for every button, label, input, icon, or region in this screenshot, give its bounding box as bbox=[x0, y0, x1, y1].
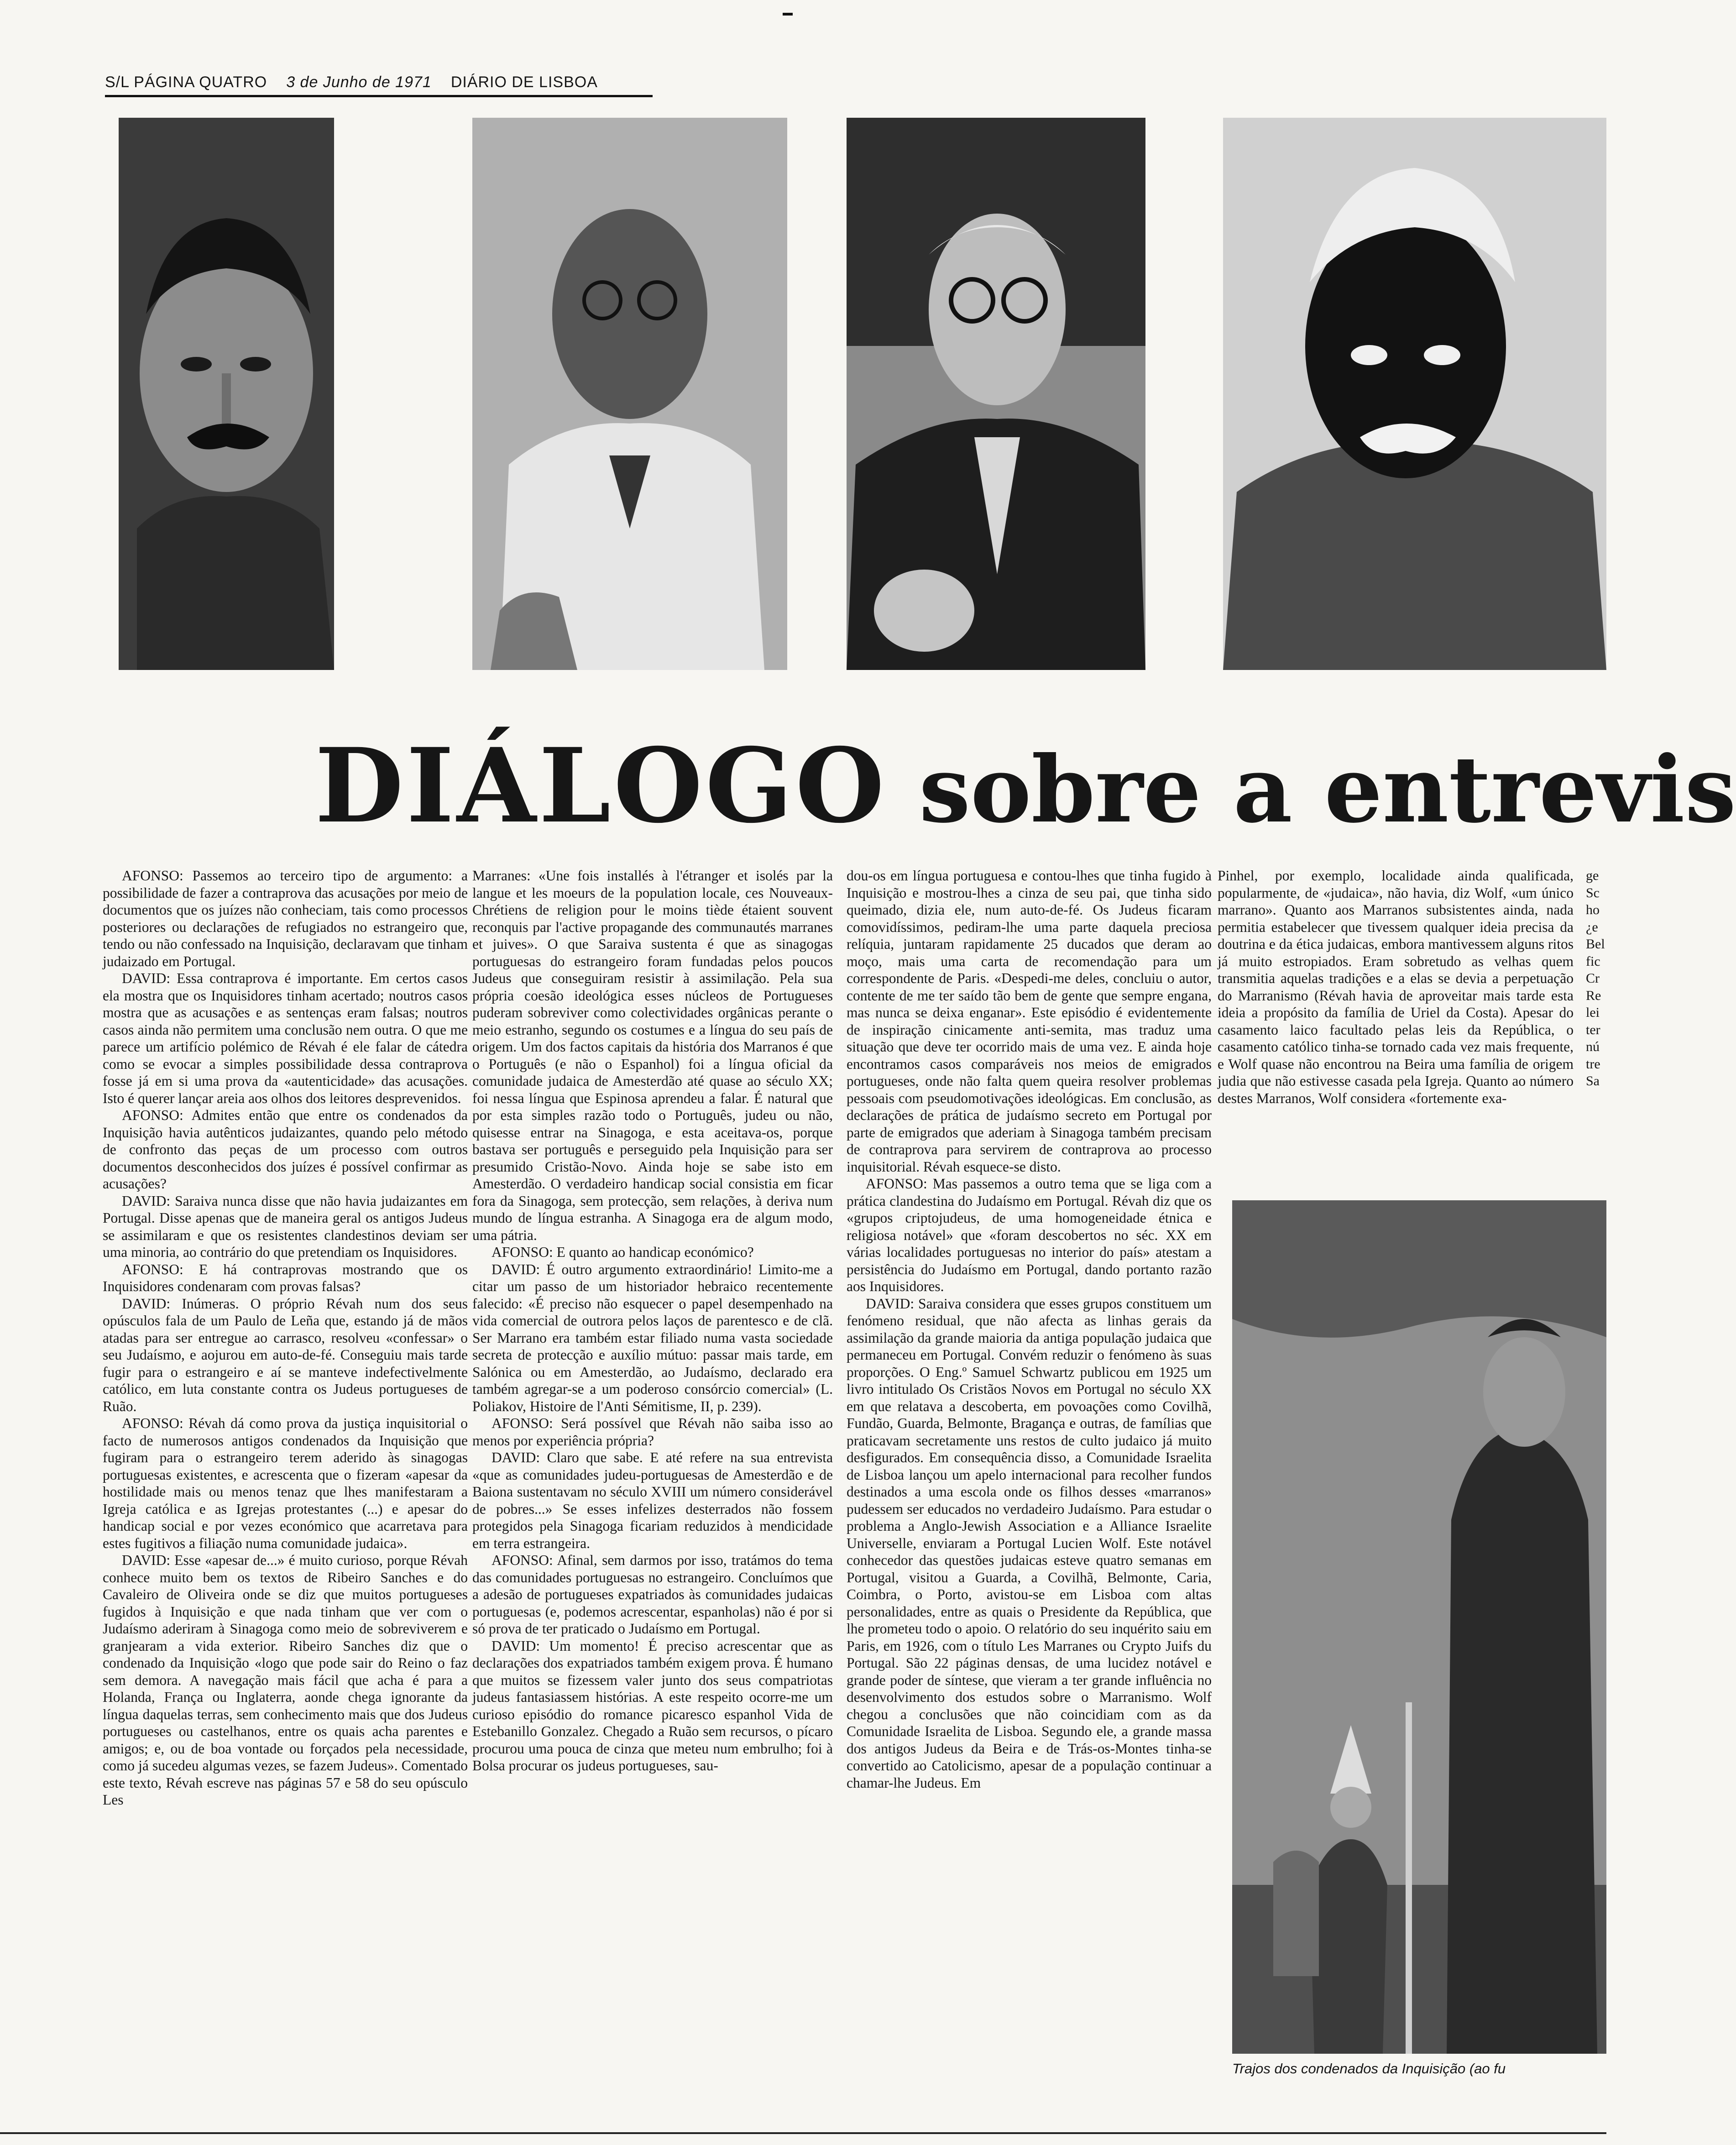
paragraph: Pinhel, por exemplo, localidade ainda qualificada, popularmente, de «judaica», não havia, diz Wolf, «um único marrano». Quanto aos Marranos subsistentes ainda, nada permitia estabelecer que tivessem qualquer ideia precisa da doutrina e da ética judaicas, embora mantivessem alguns ritos já muito estropiados. Eram sobretudo as velhas quem transmitia aquelas tradições e a elas se devia a perpetuação do Marranismo (Révah havia de aproveitar mais tarde esta ideia a propósito da família de Uriel da Costa). Apesar do casamento laico facultado pelas leis da República, o casamento católico tinha-se tornado cada vez mais frequente, e Wolf quase não encontrou na Beira uma família de origem judia que não estivesse casada pela Igreja. Quanto ao número destes Marranos, Wolf considera «fortemente exa- bbox=[1218, 868, 1574, 1106]
paragraph: AFONSO: Passemos ao terceiro tipo de argumento: a possibilidade de fazer a contraprova das acusações por meio de documentos que os juízes não conheciam, tais como processos posteriores ou declarações de refugiados no estrangeiro que, tendo ou não confessado na Inquisição, declaravam que tinham judaizado em Portugal. bbox=[103, 868, 468, 969]
paragraph: AFONSO: Révah dá como prova da justiça inquisitorial o facto de numerosos antigos condenados da Inquisição que fugiram para o estrangeiro terem aderido às sinagogas portuguesas existentes, e acrescenta que o fizeram «apesar da hostilidade mais ou menos tenaz que lhes manifestaram a Igreja católica e as Igrejas protestantes (...) e apesar do handicap social e por vezes económico que acarretava para estes fugitivos a filiação numa comunidade judaica». bbox=[103, 1415, 468, 1551]
paragraph: AFONSO: E há contraprovas mostrando que os Inquisidores condenaram com provas falsas? bbox=[103, 1261, 468, 1294]
portrait-image-1 bbox=[119, 118, 334, 670]
line-fragment: ho bbox=[1586, 902, 1600, 917]
line-fragment: nú bbox=[1586, 1039, 1600, 1054]
portrait-photo-1 bbox=[119, 118, 334, 670]
line-fragment: Re bbox=[1586, 988, 1601, 1003]
headline-word-3: a bbox=[1233, 736, 1292, 843]
headline-word-4: entrevis bbox=[1324, 736, 1736, 843]
engraving-image bbox=[1232, 1200, 1606, 2054]
paragraph: Marranes: «Une fois installés à l'étranger et isolés par la langue et les moeurs de la population locale, ces Nouveaux-Chrétiens de religion pour le moins tiède étaient souvent reconquis par l'active propagande des communautés marranes et juives». O que Saraiva sustenta é que as sinagogas portuguesas do estrangeiro foram fundadas pelos poucos Judeus que conseguiram resistir à assimilação. Pela sua própria coesão ideológica esses núcleos de Portugueses puderam sobreviver como colectividades orgânicas perante o meio estranho, segundo os costumes e a língua do seu país de origem. Um dos factos capitais da história dos Marranos é que o Português (e não o Espanhol) foi a língua oficial da comunidade judaica de Amesterdão até quase ao século XX; foi nessa língua que Espinosa aprendeu a falar. É natural que por esta simples razão todo o Português, judeu ou não, quisesse entrar na Sinagoga, e esta aceitava-os, porque bastava ser português e perseguido pela Inquisição para ser presumido Cristão-Novo. Ainda hoje se sabe isto em Amesterdão. O verdadeiro handicap social consistia em ficar fora da Sinagoga, sem protecção, sem relações, à deriva num mundo de língua estranha. A Sinagoga era de algum modo, uma pátria. bbox=[472, 868, 833, 1243]
paragraph: AFONSO: Afinal, sem darmos por isso, tratámos do tema das comunidades portuguesas no estrangeiro. Concluímos que a adesão de portugueses expatriados às comunidades judaicas portuguesas (e, podemos acrescentar, espanholas) não é por si só prova de ter praticado o Judaísmo em Portugal. bbox=[472, 1552, 833, 1637]
paragraph: DAVID: Esse «apesar de...» é muito curioso, porque Révah conhece muito bem os textos de Ribeiro Sanches e do Cavaleiro de Oliveira onde se diz que muitos portugueses fugidos à Inquisição e que nada tinham que ver com o Judaísmo aderiram à Sinagoga como meio de sobreviverem e granjearam a vida exterior. Ribeiro Sanches diz que o condenado da Inquisição «logo que pode sair do Reino o faz sem demora. A navegação mais fácil que acha é para a Holanda, França ou Inglaterra, aonde chega ignorante da língua daquelas terras, sem conhecimento mais que dos Judeus portugueses ou castelhanos, entre os quais acha parentes e amigos; e, ou de boa vontade ou forçados pela necessidade, como já sucedeu algumas vezes, se fazem Judeus». Comentado este texto, Révah escreve nas páginas 57 e 58 do seu opúsculo Les bbox=[103, 1552, 468, 1808]
paragraph: DAVID: Saraiva nunca disse que não havia judaizantes em Portugal. Disse apenas que de maneira geral os antigos Judeus se assimilaram e que os resistentes clandestinos deviam ser uma minoria, ao contrário do que pretendiam os Inquisidores. bbox=[103, 1193, 468, 1260]
portrait-image-4 bbox=[1223, 118, 1606, 670]
paragraph: AFONSO: Mas passemos a outro tema que se liga com a prática clandestina do Judaísmo em Portugal. Révah diz que os «grupos criptojudeus, de uma homogeneidade étnica e religiosa notável» que «foram descobertos no séc. XX em várias localidades portuguesas no interior do país» atestam a persistência do Judaísmo em Portugal, dando portanto razão aos Inquisidores. bbox=[847, 1176, 1212, 1294]
page-header bbox=[105, 68, 653, 96]
paragraph: DAVID: Um momento! É preciso acrescentar que as declarações dos expatriados também exigem prova. É humano que muitos se fizessem valer junto dos seus compatriotas judeus fantasiassem histórias. A este respeito ocorre-me um curioso episódio do romance picaresco espanhol Vida de Estebanillo Gonzalez. Chegado a Ruão sem recursos, o pícaro procurou uma pouca de cinza que meteu num embrulho; foi à Bolsa procurar os judeus portugueses, sau- bbox=[472, 1638, 833, 1774]
paragraph: AFONSO: Será possível que Révah não saiba isso ao menos por experiência própria? bbox=[472, 1415, 833, 1449]
headline-word-1: DIÁLOGO bbox=[315, 726, 887, 846]
newspaper-name: DIÁRIO DE LISBOA bbox=[450, 73, 598, 91]
article-column-4 bbox=[1218, 867, 1574, 1196]
article-column-3 bbox=[847, 867, 1212, 2063]
article-column-1 bbox=[103, 867, 468, 2063]
line-fragment: ¿e bbox=[1586, 919, 1598, 935]
article-column-5-fragment bbox=[1586, 867, 1606, 1095]
paragraph: DAVID: Saraiva considera que esses grupos constituem um fenómeno residual, que não afecta as linhas gerais da assimilação da grande maioria da antiga população judaica que permaneceu em Portugal. Convém reduzir o fenómeno às suas proporções. O Eng.º Samuel Schwartz publicou em 1925 um livro intitulado Os Cristãos Novos em Portugal no século XX em que relatava a descoberta, em povoações como Covilhã, Fundão, Guarda, Belmonte, Bragança e outras, de famílias que praticavam secretamente uns restos de culto judaico já muito desfigurados. Em consequência disso, a Comunidade Israelita de Lisboa lançou um apelo internacional para recolher fundos destinados a uma escola onde os filhos desses «marranos» pudessem ser educados no verdadeiro Judaísmo. Para estudar o problema a Anglo-Jewish Association e a Alliance Israelite Universelle, enviaram a Portugal Lucien Wolf. Este notável conhecedor das questões judaicas esteve quatro semanas em Portugal, visitou a Guarda, a Covilhã, Belmonte, Caria, Coimbra, o Porto, avistou-se em Lisboa com altas personalidades, entre as quais o Presidente da República, que lhe prometeu todo o apoio. O relatório do seu inquérito saiu em Paris, em 1926, com o título Les Marranes ou Crypto Juifs du Portugal. São 22 páginas densas, de uma lucidez notável e grande poder de síntese, que vieram a ter grande influência no desenvolvimento dos estudos sobre o Marranismo. Wolf chegou a conclusões que não coincidiam com as da Comunidade Israelita de Lisboa. Segundo ele, a grande massa dos antigos Judeus da Beira e de Trás-os-Montes tinha-se convertido ao Catolicismo, apesar de a população continuar a chamar-lhe Judeus. Em bbox=[847, 1295, 1212, 1791]
line-fragment: ter bbox=[1586, 1022, 1600, 1037]
paragraph: DAVID: Essa contraprova é importante. Em certos casos ela mostra que os Inquisidores tinham acertado; noutros casos mostra que as acusações e as sentenças eram falsas; noutros casos ainda não permitem uma conclusão nem outra. O que me parece um artifício polémico de Révah é ele falar de cátedra como se evocar a simples possibilidade dessa contraprova fosse já em si uma prova da «autenticidade» das acusações. Isto é querer lançar areia aos olhos dos leitores desprevenidos. bbox=[103, 970, 468, 1106]
headline-word-2: sobre bbox=[919, 736, 1202, 843]
line-fragment: Sa bbox=[1586, 1073, 1600, 1088]
paragraph: DAVID: Claro que sabe. E até refere na sua entrevista «que as comunidades judeu-portuguesas de Amesterdão e de Baiona sustentavam no século XVIII um número considerável de pobres...» Se esses infelizes desterrados não fossem protegidos pela Sinagoga ficariam reduzidos à mendicidade em terra estrangeira. bbox=[472, 1449, 833, 1551]
photo-caption: Trajos dos condenados da Inquisição (ao fu bbox=[1232, 2061, 1506, 2077]
line-fragment: lei bbox=[1586, 1005, 1600, 1020]
line-fragment: ge bbox=[1586, 868, 1599, 883]
line-fragment: Sc bbox=[1586, 885, 1600, 900]
paragraph: DAVID: É outro argumento extraordinário! Limito-me a citar um passo de um historiador hebraico recentemente falecido: «É preciso não esquecer o papel desempenhado na vida comercial de outrora pelos laços de parentesco e de clã. Ser Marrano era também estar filiado numa vasta sociedade secreta de protecção e auxílio mútuo: passar mais tarde, em Salónica ou em Amesterdão, ao Judaísmo, declarado era também agregar-se a um poderoso consórcio comercial» (L. Poliakov, Histoire de l'Anti Sémitisme, II, p. 239). bbox=[472, 1261, 833, 1414]
paragraph: AFONSO: E quanto ao handicap económico? bbox=[492, 1244, 754, 1260]
paragraph: dou-os em língua portuguesa e contou-lhes que tinha fugido à Inquisição e mostrou-lhes a cinza de seu pai, que tinha sido queimado, dizia ele, num auto-de-fé. Os Judeus ficaram comovidíssimos, pediram-lhe uma parte daquela preciosa relíquia, juntaram rapidamente 25 ducados que deram ao moço, mais uma carta de recomendação para um correspondente de Paris. «Despedi-me deles, concluiu o autor, contente de me ter saído tão bem de gente que sempre engana, mas nunca se deixa enganar». Este episódio é evidentemente de inspiração cinicamente anti-semita, mas traduz uma situação que deve ter ocorrido mais de uma vez. E ainda hoje encontramos casos comparáveis nos meios de emigrados portugueses, onde não falta quem queira resolver problemas pessoais com pseudomotivações ideológicas. Em conclusão, as declarações de prática de judaísmo secreto em Portugal por parte de emigrados que aderiam à Sinagoga também precisam de contraprova para servirem de contraprova ao processo inquisitorial. Révah esquece-se disto. bbox=[847, 868, 1212, 1175]
issue-date: 3 de Junho de 1971 bbox=[286, 73, 432, 91]
portrait-photo-3 bbox=[847, 118, 1145, 670]
headline bbox=[315, 726, 1736, 846]
portrait-photo-4 bbox=[1223, 118, 1606, 670]
bottom-rule bbox=[0, 2132, 1606, 2134]
portrait-image-2 bbox=[472, 118, 787, 670]
article-column-2 bbox=[472, 867, 833, 2063]
paragraph: AFONSO: Admites então que entre os condenados da Inquisição havia autênticos judaizantes, quando pelo método de confronto das peças de um processo com outros documentos desconhecidos dos juízes é possível confirmar as acusações? bbox=[103, 1107, 468, 1192]
portrait-photo-2 bbox=[472, 118, 787, 670]
line-fragment: tre bbox=[1586, 1056, 1600, 1072]
line-fragment: Cr bbox=[1586, 971, 1600, 986]
engraving-photo bbox=[1232, 1200, 1606, 2054]
paragraph: DAVID: Inúmeras. O próprio Révah num dos seus opúsculos fala de um Paulo de Leña que, estando já de mãos atadas para ser entregue ao carrasco, resolveu «confessar» o seu Judaísmo, e aojurou em auto-de-fé. Conseguiu mais tarde fugir para o estrangeiro e aí se manteve indefectivelmente católico, em luta constante contra os Judeus portugueses de Ruão. bbox=[103, 1295, 468, 1414]
header-rule bbox=[105, 95, 653, 97]
line-fragment: fic bbox=[1586, 953, 1600, 969]
top-mark bbox=[783, 13, 793, 16]
line-fragment: Bel bbox=[1586, 936, 1605, 952]
page-number: S/L PÁGINA QUATRO bbox=[105, 73, 267, 91]
portrait-image-3 bbox=[847, 118, 1145, 670]
